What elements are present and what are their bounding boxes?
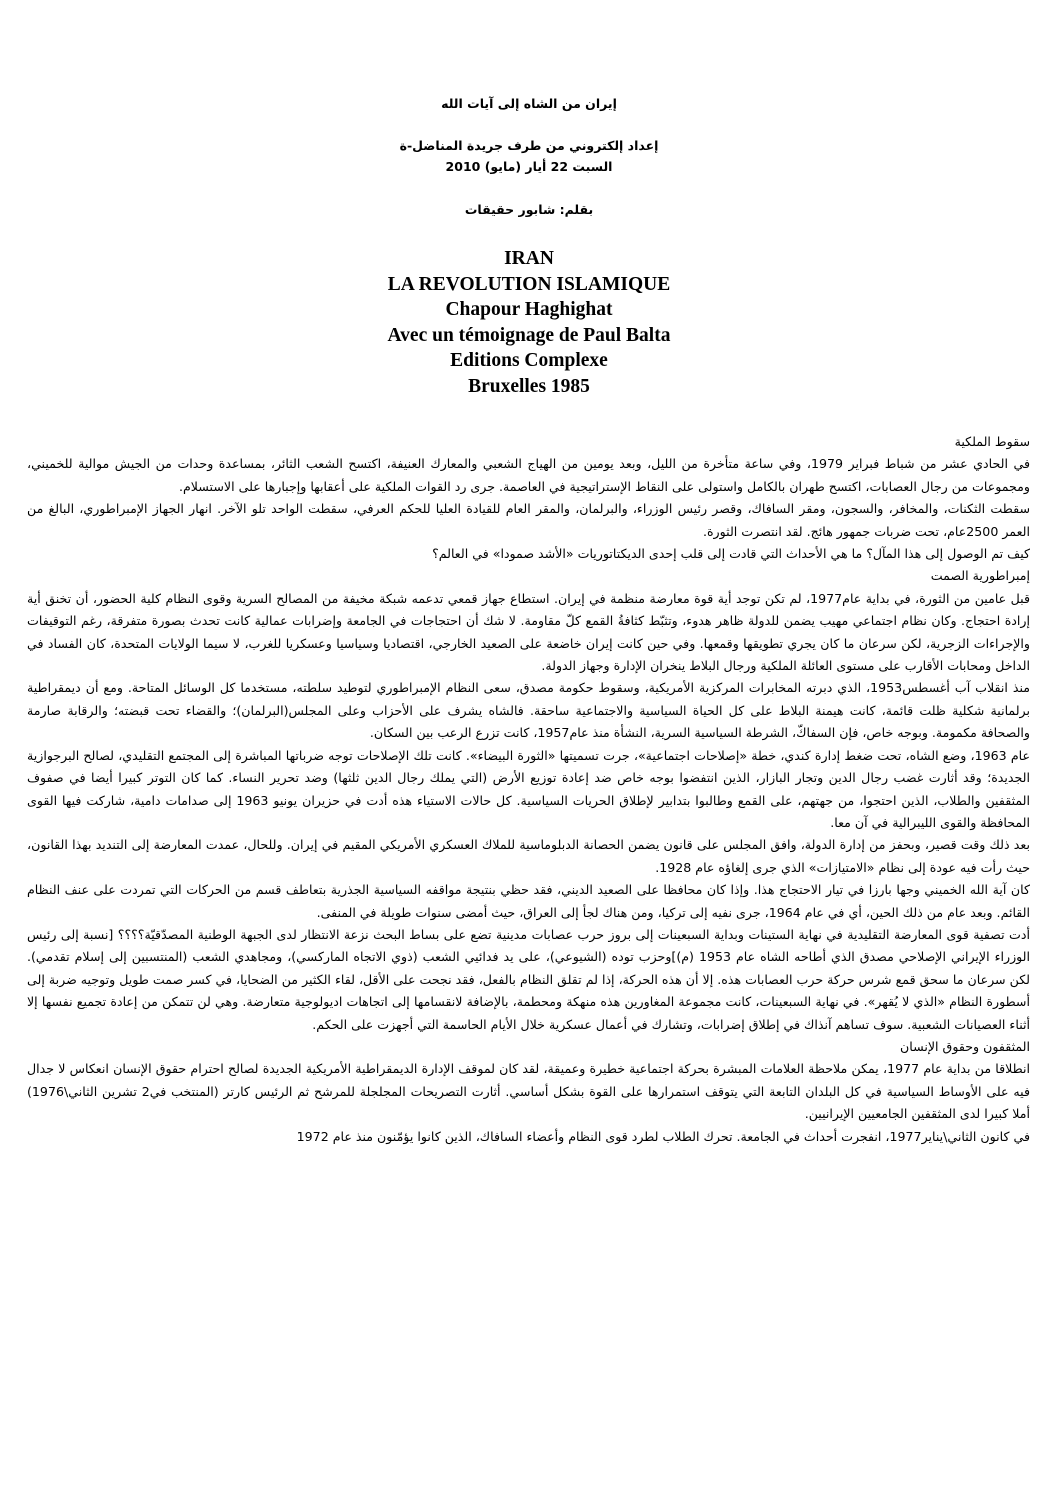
article-body [27, 431, 1030, 1148]
french-line-author: Chapour Haghighat [445, 299, 613, 320]
section-heading-fall-of-monarchy: سقوط الملكية [954, 434, 1030, 449]
french-line-place-year: Bruxelles 1985 [468, 375, 590, 397]
paragraph-1: في الحادي عشر من شباط فبراير 1979، وفي ساعة متأخرة من الليل، وبعد يومين من الهياج الشعبي والمعارك العنيفة، اكتسح الشعب الثائر، بمساعدة وحدات من الجيش موالية للخميني، ومجموعات من رجال العصابات، اكتسح طهران بالكامل واستولى على النقاط الإستراتيجية في العاصمة. جرى رد القوات الملكية على أعقابها وإجبارها على الاستسلام. [27, 456, 1030, 494]
publication-date: السبت 22 أيار (مايو) 2010 [445, 159, 613, 174]
author-line: بقلم: شابور حقيقات [464, 202, 594, 217]
paragraph-6: عام 1963، وضع الشاه، تحت ضغط إدارة كندي، خطة «إصلاحات اجتماعية»، جرت تسميتها «الثورة البيضاء». كانت تلك الإصلاحات توجه ضرباتها المباشرة إلى المجتمع التقليدي، لصالح البرجوازية الجديدة؛ وقد أثارت غضب رجال الدين وتجار البازار، الذين انتفضوا بوجه خاص ضد إعادة توزيع الأرض (التي يملك رجال الدين ثلثها) وضد تحرير النساء. كما كان التوتر كبيرا أيضا في صفوف المثقفين والطلاب، الذين احتجوا، من جهتهم، على القمع وطالبوا بتدابير لإطلاق الحريات السياسية. كل حالات الاستياء هذه أدت في حزيران يونيو 1963 إلى صدامات دامية، شاركت فيها القوى المحافظة والقوى الليبرالية في آن معا. [27, 747, 1031, 830]
paragraph-8: كان آية الله الخميني وجها بارزا في تيار الاحتجاج هذا. وإذا كان محافظا على الصعيد الديني، فقد حظي بنتيجة مواقفه السياسية الجذرية بتعاطف قسم من الحركات التي تمردت على عنف النظام القائم. وبعد عام من ذلك الحين، أي في عام 1964، جرى نفيه إلى تركيا، ومن هناك لجأ إلى العراق، حيث أمضى سنوات طويلة في المنفى. [27, 882, 1030, 920]
paragraph-5: منذ انقلاب آب أغسطس1953، الذي دبرته المخابرات المركزية الأمريكية، وسقوط حكومة مصدق، سعى النظام الإمبراطوري لتوطيد سلطته، مستخدما كل الوسائل المتاحة. ومع أن ديمقراطية برلمانية شكلية ظلت قائمة، كانت هيمنة البلاط على كل الحياة السياسية والاجتماعية ساحقة. فالشاه يشرف على الأحزاب وعلى المجلس(البرلمان)؛ والقضاء تحت قبضته؛ والرقابة صارمة والصحافة مكمومة. وبوجه خاص، فإن السفاكّ، الشرطة السياسية السرية، النشأة منذ عام1957، كانت تزرع الرعب بين السكان. [27, 680, 1030, 741]
paragraph-9: أدت تصفية قوى المعارضة التقليدية في نهاية الستينات وبداية السبعينات إلى بروز حرب عصابات مدينية تضع على بساط البحث نزعة الانتظار لدى الجبهة الوطنية المصدّقيّة؟؟؟؟ [نسبة إلى رئيس الوزراء الإيراني الإصلاحي مصدق الذي أطاحه الشاه عام 1953 (م)]وحزب توده (الشيوعي)، على يد فدائيي الشعب (ذوي الاتجاه الماركسي)، ومجاهدي الشعب (المنتسبين إلى إسلام تقدمي). لكن سرعان ما سحق قمع شرس حركة حرب العصابات هذه. إلا أن هذه الحركة، إذا لم تقلق النظام بالفعل، فقد نجحت على الأقل، لقاء الكثير من الضحايا، في كسر صمت طويل وتوجيه ضربة إلى أسطورة النظام «الذي لا يُقهر». في نهاية السبعينات، كانت مجموعة المغاورين هذه منهكة ومحطمة، بالإضافة لانقسامها إلى اتجاهات اديولوجية متعارضة. وهي لن تتمكن من إعادة تجميع نفسها إلا أثناء العصيانات الشعبية. سوف تساهم آنذاك في إطلاق إضرابات، وتشارك في أعمال عسكرية خلال الأيام الحاسمة التي أجهزت على الحكم. [27, 926, 1030, 1032]
french-line-publisher: Editions Complexe [450, 350, 608, 371]
paragraph-4: قبل عامين من الثورة، في بداية عام1977، لم تكن توجد أية قوة معارضة منظمة في إيران. استطاع جهاز قمعي تدعمه شبكة مخيفة من المصالح السرية وقوى النظام كلية الحضور، أن تخنق أية إرادة احتجاج. وكان نظام اجتماعي مهيب يضمن للدولة ظاهر هدوء، وتثبّط كثافةُ القمع كلّ مقاومة. لا شك أن احتجاجات في الجامعة وإضرابات عمالية كانت تحدث بصورة متفرقة، رغم التوقيفات والإجراءات الزجرية، لكن سرعان ما كان يجري تطويقها وقمعها. وفي حين كانت إيران خاضعة على الصعيد الخارجي، اقتصاديا وسياسيا وعسكريا للغرب، لا سيما الولايات المتحدة، كان الفساد في الداخل ومحابات الأقارب على مستوى العائلة الملكية ورجال البلاط ينخران الإدارة وجهاز الدولة. [27, 590, 1030, 674]
french-title-block [0, 246, 1058, 399]
paragraph-3: كيف تم الوصول إلى هذا المآل؟ ما هي الأحداث التي قادت إلى قلب إحدى الديكتاتوريات «الأشد صمودا» في العالم؟ [432, 546, 1030, 562]
arabic-title: إيران من الشاه إلى آيات الله [441, 96, 617, 111]
document-header [0, 93, 1058, 399]
paragraph-7: بعد ذلك وقت قصير، وبحفز من إدارة الدولة، وافق المجلس على قانون يضمن الحصانة الدبلوماسية للملاك العسكري الأمريكي المقيم في إيران. وللحال، عمدت المعارضة إلى التنديد بهذا القانون، حيث رأت فيه عودة إلى نظام «الامتيازات» الذي جرى إلغاؤه عام 1928. [27, 837, 1030, 875]
french-line-revolution: LA REVOLUTION ISLAMIQUE [387, 273, 671, 295]
paragraph-10: انطلاقا من بداية عام 1977، يمكن ملاحظة العلامات المبشرة بحركة اجتماعية خطيرة وعميقة، لقد كان لموقف الإدارة الديمقراطية الأمريكية الجديدة لصالح احترام حقوق الإنسان انعكاس لا جدال فيه على الأوساط السياسية في كل البلدان التابعة التي يتوقف استمرارها على القوة بشكل أساسي. أثارت التصريحات المجلجلة للمرشح ثم الرئيس كارتر (المنتخب في2 تشرين الثاني\1976) أملا كبيرا لدى المثقفين الجامعيين الإيرانيين. [27, 1061, 1030, 1122]
section-heading-empire-of-silence: إمبراطورية الصمت [930, 568, 1030, 584]
paragraph-11: في كانون الثاني\يناير1977، انفجرت أحداث في الجامعة. تحرك الطلاب لطرد قوى النظام وأعضاء السافاك، الذين كانوا يؤمّنون منذ عام 1972 [296, 1128, 1030, 1144]
prepared-by-line: إعداد إلكتروني من طرف جريدة المناضل-ة [399, 138, 659, 153]
paragraph-2: سقطت الثكنات، والمخافر، والسجون، ومقر السافاك، وقصر رئيس الوزراء، والبرلمان، والمقر العام للقيادة العليا للحكم العرفي، سقطت الواحد تلو الآخر. انهار الجهاز الإمبراطوري، البالغ من العمر 2500عام، تحت ضربات جمهور هائج. لقد انتصرت الثورة. [27, 501, 1030, 539]
french-line-iran: IRAN [504, 248, 554, 269]
section-heading-intellectuals-human-rights: المثقفون وحقوق الإنسان [900, 1038, 1030, 1054]
french-line-testimony: Avec un témoignage de Paul Balta [387, 324, 671, 346]
